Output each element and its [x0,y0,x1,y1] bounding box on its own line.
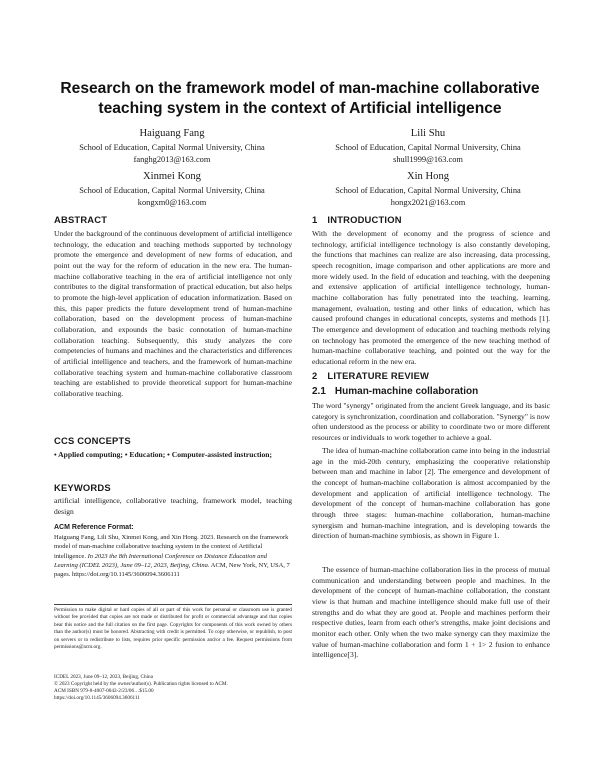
isbn-line: ACM ISBN 979-8-4007-0042-2/23/06…$15.00 [54,688,154,694]
reference-venue: In 2023 the 8th International Conference on Distance Education and Learning (ICDEL 2023), June 09–12, 2023, Beijing, China. [54,552,267,569]
author-name: Xin Hong [406,171,450,182]
keywords-heading: KEYWORDS [54,482,111,493]
author-email: fanghg2013@163.com [133,155,211,164]
author-block-2 [298,127,558,166]
author-email: shull1999@163.com [393,155,463,164]
author-affiliation: School of Education, Capital Normal University, China [335,186,521,195]
author-block-1 [42,127,302,166]
author-affiliation: School of Education, Capital Normal University, China [335,143,521,152]
footnote-divider [54,604,292,605]
section-title: LITERATURE REVIEW [327,370,430,381]
author-email: kongxm0@163.com [137,198,207,207]
lit-review-paragraph-3: The essence of human-machine collaboration lies in the process of mutual communication and understanding between people and machines. In the development of the concept of human-machine collaboration, the constant view is that human and machine intelligence should make full use of their strengths and do what they are good at. People and machines perform their respective duties, learn from each other's strengths, make joint decisions and monitor each other. Only when the two make synergy can they maximize the value of human-machine collaboration and form 1 + 1> 2 fusion to enhance intelligence[3]. [312,565,550,660]
author-name: Lili Shu [410,128,446,139]
introduction-text: With the development of economy and the progress of science and technology, artificial intelligence technology is also constantly developing, the functions that machines can realize are also increasing, data processing, speech recognition, image comparison and other applications are more and more widely used. In the field of education and teaching, with the deepening and extensive application of artificial intelligence technology, human-machine collaboration has fully penetrated into the teaching, learning, management, evaluation, testing and other links of education, which has caused profound changes in educational concepts, systems and methods [1]. The emergence and development of education and teaching methods relying on technology has promoted the emergence of the new teaching method of human-machine collaborative teaching, and pointed out the way for the educational reform in the new era. [312,229,550,366]
lit-review-paragraph-1: The word "synergy" originated from the ancient Greek language, and its basic category is synchronization, coordination and collaboration. "Synergy" is now often understood as the process or ability to coordinate two or more different resources or individuals to work together to achieve a goal. [312,401,550,442]
author-email: hongx2021@163.com [390,198,466,207]
author-affiliation: School of Education, Capital Normal University, China [79,186,265,195]
abstract-heading: ABSTRACT [54,214,108,225]
reference-format-heading: ACM Reference Format: [54,524,134,531]
subsection-number: 2.1 [312,386,326,397]
ccs-item: • Education; [124,450,166,459]
conference-line: ICDEL 2023, June 09–12, 2023, Beijing, China [54,674,153,680]
section-title: INTRODUCTION [327,214,402,225]
introduction-heading [312,214,402,226]
subsection-title: Human-machine collaboration [334,386,479,397]
ccs-concepts [54,450,292,461]
reference-authors: Haiguang Fang, Lili Shu, Xinmei Kong, and Xin Hong. 2023. Research on the framework model of man-machine collaborative teaching system in the context of Artificial intelligence. [54,534,289,560]
author-affiliation: School of Education, Capital Normal University, China [79,143,265,152]
ccs-item: • Computer-assisted instruction; [167,450,273,459]
literature-review-heading [312,370,429,382]
ccs-heading: CCS CONCEPTS [54,435,131,446]
subsection-heading [312,386,478,398]
abstract-text: Under the background of the continuous development of artificial intelligence technology, the education and teaching methods supported by technology promote the emergence and development of new forms of education, and point out the way for the reform of education in the new era. The human-machine collaborative teaching in the era of artificial intelligence not only contributes to the digital transformation of practical education, but also helps to promote the high-level application of education informatization. Based on this, this paper predicts the future development trend of human-machine collaboration, based on the development process of human-machine collaboration, and expounds the basic connotation of human-machine collaboration teaching. Subsequently, this study analyzes the core competencies of humans and machines and the characteristics and differences of artificial intelligence and teachers, and the framework of human-machine collaborative teaching system and human-machine collaborative classroom teaching are established to provide theoretical support for human-machine collaborative teaching. [54,229,292,398]
keywords-text: artificial intelligence, collaborative teaching, framework model, teaching design [54,496,292,516]
author-block-4 [298,170,558,209]
ccs-item: • Applied computing; [54,450,123,459]
permission-notice: Permission to make digital or hard copies of all or part of this work for personal or classroom use is granted without fee provided that copies are not made or distributed for profit or commercial advantage and that copies bear this notice and the full citation on the first page. Copyrights for components of this work owned by others than the author(s) must be honored. Abstracting with credit is permitted. To copy otherwise, or republish, to post on servers or to redistribute to lists, requires prior specific permission and/or a fee. Request permissions from permissions@acm.org. [54,607,292,651]
paper-title: Research on the framework model of man-machine collaborative teaching system in the context of Artificial intelligence [60,80,540,117]
author-block-3 [42,170,302,209]
reference-tail: ACM, New York, NY, USA, 7 pages. https://doi.org/10.1145/3606094.3606111 [54,561,290,579]
copyright-line: © 2023 Copyright held by the owner/author(s). Publication rights licensed to ACM. [54,681,228,687]
section-number: 1 [312,214,318,225]
lit-review-paragraph-2: The idea of human-machine collaboration came into being in the industrial age in the mid-20th century, emphasizing the cooperative relationship between man and machine in labor [2]. The emergence and development of the concept of human-machine collaboration is almost accompanied by the development and application of artificial intelligence technology. The development of the concept of human-machine collaboration has gone through three stages: human-machine collaboration, human-machine synergism and human-machine integration, and is developing towards the direction of human-machine symbiosis, as shown in Figure 1. [312,446,550,541]
section-number: 2 [312,370,318,381]
author-name: Haiguang Fang [139,128,205,139]
doi-line: https://doi.org/10.1145/3606094.3606111 [54,695,140,701]
reference-format-text [54,533,292,579]
author-name: Xinmei Kong [143,171,201,182]
